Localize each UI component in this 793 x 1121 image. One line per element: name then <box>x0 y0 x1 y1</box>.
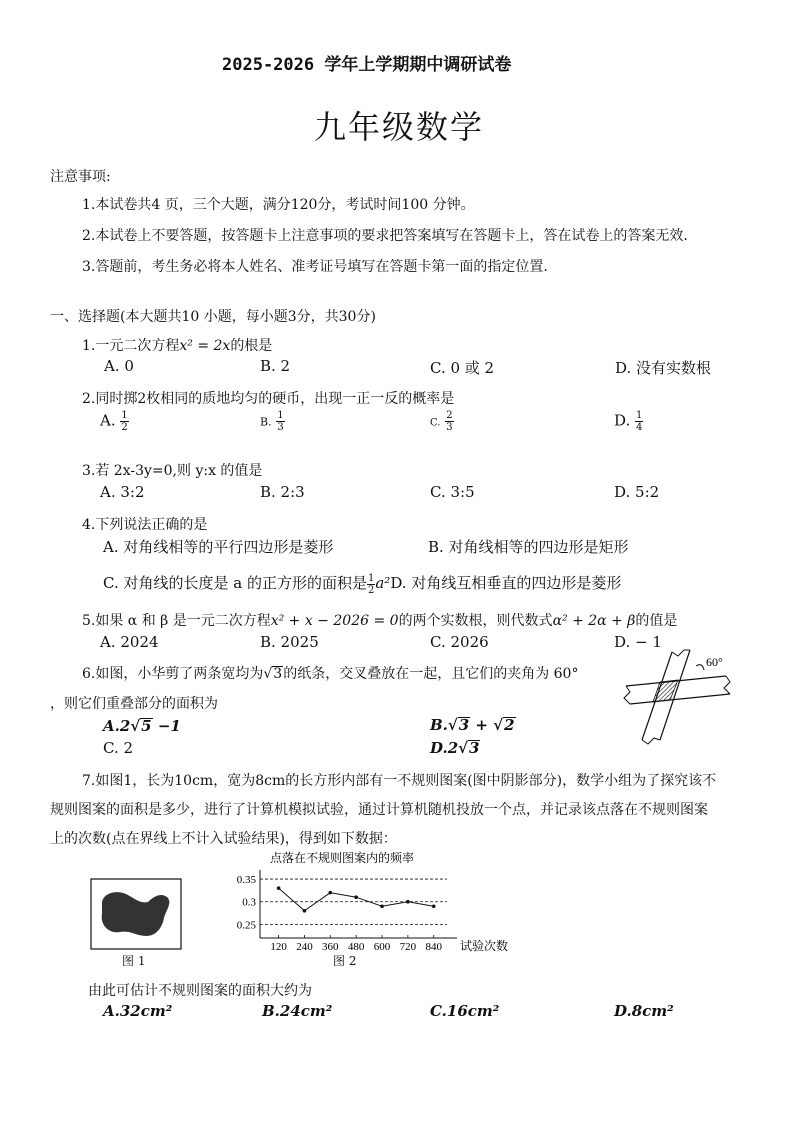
numerator: 2 <box>446 410 453 421</box>
numerator: 1 <box>636 410 643 421</box>
numerator: 1 <box>367 572 375 584</box>
x-tick-label: 120 <box>270 941 287 953</box>
chart-series <box>277 886 436 912</box>
q6-a-rad: 5 <box>141 717 152 735</box>
angle-arc <box>696 665 704 670</box>
question-6-line2: ，则它们重叠部分的面积为 <box>50 696 218 712</box>
q1-equation: x² = 2x <box>179 338 231 354</box>
x-tick-label: 600 <box>373 941 391 953</box>
q1-option-b: B. 2 <box>260 357 291 375</box>
q2-c-letter: C. <box>430 417 441 429</box>
strip-torn-end <box>624 686 630 704</box>
q5-expression: α² + 2α + β <box>552 613 636 629</box>
x-tick-label: 840 <box>425 941 442 953</box>
q6-d-pre: D.2 <box>430 739 459 757</box>
chart-y-ticks <box>237 874 257 931</box>
figure-2-caption: 图 2 <box>333 954 357 968</box>
q5-option-b: B. 2025 <box>260 633 319 651</box>
denominator: 3 <box>277 422 284 433</box>
q2-a-fraction <box>120 410 128 433</box>
x-tick-label: 360 <box>322 941 339 953</box>
q2-a-letter: A. <box>100 411 116 430</box>
q2-option-c <box>430 410 454 433</box>
denominator: 2 <box>367 584 375 596</box>
question-7-line1: 7.如图1，长为10cm，宽为8cm的长方形内部有一不规则图案(图中阴影部分)，数学小组为了探究该不 <box>82 773 717 789</box>
x-tick-label: 720 <box>399 941 417 953</box>
sqrt-sign: √ <box>447 716 458 734</box>
data-point <box>380 904 384 908</box>
q1-option-a: A. 0 <box>104 357 134 375</box>
q6-b-pre: B. <box>430 716 448 734</box>
q6-b-mid: + <box>470 716 494 734</box>
data-point <box>277 886 281 890</box>
denominator: 2 <box>121 422 128 433</box>
q4-option-b: B. 对角线相等的四边形是矩形 <box>428 538 629 556</box>
q2-option-d <box>614 410 643 433</box>
q1-post: 的根是 <box>230 338 273 354</box>
q7-option-b: B.24cm² <box>262 1002 333 1020</box>
question-7-line2: 规则图案的面积是多少，进行了计算机模拟试验，通过计算机随机投放一个点，并记录该点落在不规则图案 <box>50 802 708 818</box>
q6-strips-figure <box>618 648 738 748</box>
x-axis-label: 试验次数 <box>460 939 509 953</box>
q3-option-d: D. 5:2 <box>614 483 660 501</box>
data-point <box>406 900 410 904</box>
q2-d-letter: D. <box>614 411 631 430</box>
data-point <box>432 904 436 908</box>
q3-option-a: A. 3:2 <box>100 483 145 501</box>
data-point <box>303 909 307 913</box>
q2-b-letter: B. <box>260 415 272 429</box>
q6-d-rad: 3 <box>469 739 480 757</box>
question-3-stem: 3.若 2x-3y=0,则 y:x 的值是 <box>82 463 263 479</box>
q6-a-pre: A.2 <box>103 717 131 735</box>
question-6-line1 <box>82 663 578 683</box>
x-tick-label: 240 <box>296 941 313 953</box>
note-item: 3.答题前，考生务必将本人姓名、准考证号填写在答题卡第一面的指定位置. <box>82 259 548 275</box>
figure-1-caption: 图 1 <box>122 954 146 968</box>
q2-option-a <box>100 410 129 433</box>
q1-pre: 1.一元二次方程 <box>82 338 180 354</box>
q7-option-d: D.8cm² <box>614 1002 674 1020</box>
q6-post: 的纸条，交叉叠放在一起，且它们的夹角为 60° <box>283 666 579 682</box>
data-point <box>354 895 358 899</box>
note-item: 1.本试卷共4 页，三个大题，满分120分，考试时间100 分钟。 <box>82 197 475 213</box>
chart-title: 点落在不规则图案内的频率 <box>270 851 415 865</box>
question-7-line3: 上的次数(点在界线上不计入试验结果)，得到如下数据： <box>50 831 397 847</box>
q7-option-a: A.32cm² <box>103 1002 173 1020</box>
denominator: 4 <box>636 422 643 433</box>
q6-option-d <box>430 739 480 757</box>
q2-option-b <box>260 410 285 433</box>
question-4-stem: 4.下列说法正确的是 <box>82 517 208 533</box>
q6-option-a <box>103 717 181 735</box>
q7-frequency-chart <box>222 846 522 966</box>
q4-c-text: C. 对角线的长度是 a 的正方形的面积是 <box>103 574 367 592</box>
q6-option-c: C. 2 <box>103 739 134 757</box>
section-heading: 一、选择题(本大题共10 小题，每小题3分，共30分) <box>50 309 376 325</box>
q5-mid: 的两个实数根，则代数式 <box>398 613 553 629</box>
strip-torn-end <box>672 650 690 656</box>
q5-option-a: A. 2024 <box>100 633 159 651</box>
y-tick-label: 0.3 <box>242 896 256 909</box>
question-2-stem: 2.同时掷2枚相同的质地均匀的硬币，出现一正一反的概率是 <box>82 391 455 407</box>
question-7-prompt: 由此可估计不规则图案的面积大约为 <box>88 983 312 999</box>
note-item: 2.本试卷上不要答题，按答题卡上注意事项的要求把答案填写在答题卡上，答在试卷上的答案无效. <box>82 228 688 244</box>
q6-option-b <box>430 716 516 734</box>
series-line <box>279 888 434 911</box>
x-tick-label: 480 <box>347 941 365 953</box>
q4-option-c <box>103 572 621 596</box>
y-tick-label: 0.35 <box>236 874 256 887</box>
q1-option-d: D. 没有实数根 <box>615 359 712 377</box>
sqrt-sign: √ <box>493 716 504 734</box>
q6-b-rad1: 3 <box>458 716 470 734</box>
q5-equation: x² + x − 2026 = 0 <box>270 613 399 629</box>
strip-torn-end <box>642 738 660 744</box>
q2-c-fraction <box>445 410 453 433</box>
denominator: 3 <box>446 422 453 433</box>
q5-pre: 5.如果 α 和 β 是一元二次方程 <box>82 613 271 629</box>
q4-c-expr: a² <box>375 574 391 592</box>
chart-grid <box>260 879 447 924</box>
q2-b-fraction <box>276 410 284 433</box>
q3-option-b: B. 2:3 <box>260 483 305 501</box>
q7-option-c: C.16cm² <box>430 1002 500 1020</box>
numerator: 1 <box>121 410 128 421</box>
q2-d-fraction <box>635 410 643 433</box>
q6-a-post: −1 <box>152 717 181 735</box>
data-point <box>329 891 333 895</box>
angle-label: 60° <box>706 655 723 669</box>
strip-torn-end <box>724 676 730 694</box>
numerator: 1 <box>277 410 284 421</box>
q4-option-d: D. 对角线互相垂直的四边形是菱形 <box>390 574 622 592</box>
q4-option-a: A. 对角线相等的平行四边形是菱形 <box>103 538 334 556</box>
exam-header: 2025-2026 学年上学期期中调研试卷 <box>222 55 512 75</box>
q6-sqrt-sign: √ <box>263 666 273 682</box>
q5-option-c: C. 2026 <box>430 633 489 651</box>
question-1-stem <box>82 335 272 355</box>
q7-figure-1 <box>90 878 182 950</box>
q3-option-c: C. 3:5 <box>430 483 475 501</box>
sqrt-sign: √ <box>458 739 468 757</box>
notes-heading: 注意事项: <box>50 169 111 185</box>
q5-post: 的值是 <box>635 613 678 629</box>
page-title: 九年级数学 <box>314 108 485 146</box>
q1-option-c: C. 0 或 2 <box>430 359 495 377</box>
q6-sqrt-value: 3 <box>273 666 283 682</box>
sqrt-sign: √ <box>130 717 141 735</box>
question-5-stem <box>82 610 677 630</box>
q6-pre: 6.如图，小华剪了两条宽均为 <box>82 666 264 682</box>
y-tick-label: 0.25 <box>236 919 256 932</box>
q5-option-d: D. − 1 <box>614 633 662 651</box>
q6-b-rad2: 2 <box>504 716 515 734</box>
